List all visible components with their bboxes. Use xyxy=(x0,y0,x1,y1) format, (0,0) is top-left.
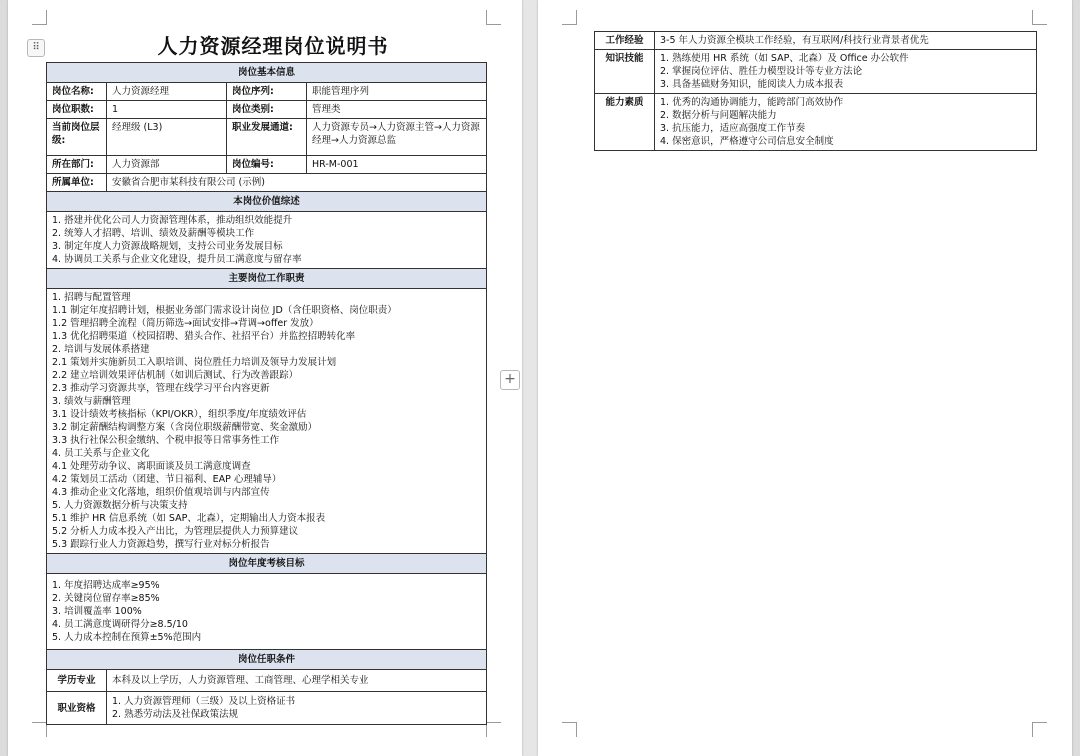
list-item: 4.1 处理劳动争议、离职面谈及员工满意度调查 xyxy=(52,461,251,472)
table-row xyxy=(47,289,487,554)
list-item: 3. 制定年度人力资源战略规划，支持公司业务发展目标 xyxy=(52,241,283,252)
list-item: 2. 掌握岗位评估、胜任力模型设计等专业方法论 xyxy=(660,66,863,77)
list-item: 5. 人力资源数据分析与决策支持 xyxy=(52,500,188,511)
experience-value[interactable]: 3-5 年人力资源全模块工作经验，有互联网/科技行业背景者优先 xyxy=(655,32,1037,50)
table-row xyxy=(47,192,487,212)
list-item: 2. 培训与发展体系搭建 xyxy=(52,344,150,355)
list-item: 4. 协调员工关系与企业文化建设，提升员工满意度与留存率 xyxy=(52,254,302,265)
skills-label: 知识技能 xyxy=(595,50,655,94)
table-row xyxy=(595,32,1037,50)
level-label: 当前岗位层级: xyxy=(47,119,107,156)
list-item: 2. 数据分析与问题解决能力 xyxy=(660,110,777,121)
list-item: 1. 年度招聘达成率≥95% xyxy=(52,580,160,591)
job-code-value[interactable]: HR-M-001 xyxy=(307,156,487,174)
list-item: 1.2 管理招聘全流程（简历筛选→面试安排→背调→offer 发放） xyxy=(52,318,319,329)
list-item: 2. 统筹人才招聘、培训、绩效及薪酬等模块工作 xyxy=(52,228,255,239)
job-name-value[interactable]: 人力资源经理 xyxy=(107,83,227,101)
category-value[interactable]: 管理类 xyxy=(307,101,487,119)
count-label: 岗位职数: xyxy=(47,101,107,119)
sequence-label: 岗位序列: xyxy=(227,83,307,101)
list-item: 1. 人力资源管理师（三级）及以上资格证书 xyxy=(112,696,296,707)
requirements-continued-table xyxy=(594,31,1037,151)
list-item: 3. 绩效与薪酬管理 xyxy=(52,396,131,407)
table-row xyxy=(595,94,1037,151)
ability-label: 能力素质 xyxy=(595,94,655,151)
list-item: 2. 熟悉劳动法及社保政策法规 xyxy=(112,709,239,720)
table-row xyxy=(47,83,487,101)
list-item: 3. 培训覆盖率 100% xyxy=(52,606,142,617)
crop-mark xyxy=(1032,722,1047,737)
document-page-1 xyxy=(8,0,522,756)
table-row xyxy=(47,156,487,174)
table-row xyxy=(47,554,487,574)
table-row xyxy=(47,63,487,83)
table-row xyxy=(47,670,487,692)
list-item: 2.1 策划并实施新员工入职培训、岗位胜任力培训及领导力发展计划 xyxy=(52,357,337,368)
list-item: 4. 保密意识，严格遵守公司信息安全制度 xyxy=(660,136,834,147)
value-summary-cell[interactable] xyxy=(47,212,487,269)
table-row xyxy=(47,650,487,670)
crop-mark xyxy=(562,10,577,25)
page-gap xyxy=(522,0,538,756)
experience-label: 工作经验 xyxy=(595,32,655,50)
list-item: 5. 人力成本控制在预算±5%范围内 xyxy=(52,632,202,643)
table-row xyxy=(47,174,487,192)
section-header-value: 本岗位价值综述 xyxy=(47,192,487,212)
section-header-requirements: 岗位任职条件 xyxy=(47,650,487,670)
duties-cell[interactable] xyxy=(47,289,487,554)
section-header-duties: 主要岗位工作职责 xyxy=(47,269,487,289)
education-label: 学历专业 xyxy=(47,670,107,692)
job-description-table xyxy=(46,62,487,725)
list-item: 1.3 优化招聘渠道（校园招聘、猎头合作、社招平台）并监控招聘转化率 xyxy=(52,331,356,342)
list-item: 5.2 分析人力成本投入产出比，为管理层提供人力预算建议 xyxy=(52,526,299,537)
list-item: 4.3 推动企业文化落地，组织价值观培训与内部宣传 xyxy=(52,487,270,498)
list-item: 1. 招聘与配置管理 xyxy=(52,292,131,303)
page-title: 人力资源经理岗位说明书 xyxy=(157,34,389,58)
list-item: 1. 熟练使用 HR 系统（如 SAP、北森）及 Office 办公软件 xyxy=(660,53,909,64)
level-value[interactable]: 经理级 (L3) xyxy=(107,119,227,156)
list-item: 2.2 建立培训效果评估机制（如训后测试、行为改善跟踪） xyxy=(52,370,299,381)
kpi-cell[interactable] xyxy=(47,574,487,650)
section-header-basic: 岗位基本信息 xyxy=(47,63,487,83)
list-item: 3. 具备基础财务知识，能阅读人力成本报表 xyxy=(660,79,844,90)
list-item: 5.1 维护 HR 信息系统（如 SAP、北森），定期输出人力资本报表 xyxy=(52,513,326,524)
crop-mark xyxy=(1032,10,1047,25)
table-row xyxy=(47,212,487,269)
crop-mark xyxy=(562,722,577,737)
qualification-cell[interactable] xyxy=(107,692,487,725)
qualification-label: 职业资格 xyxy=(47,692,107,725)
career-path-value[interactable]: 人力资源专员→人力资源主管→人力资源经理→人力资源总监 xyxy=(307,119,487,156)
list-item: 1. 优秀的沟通协调能力，能跨部门高效协作 xyxy=(660,97,844,108)
section-header-kpi: 岗位年度考核目标 xyxy=(47,554,487,574)
unit-label: 所属单位: xyxy=(47,174,107,192)
ability-cell[interactable] xyxy=(655,94,1037,151)
table-row xyxy=(47,269,487,289)
list-item: 5.3 跟踪行业人力资源趋势，撰写行业对标分析报告 xyxy=(52,539,270,550)
skills-cell[interactable] xyxy=(655,50,1037,94)
table-row xyxy=(47,101,487,119)
list-item: 2.3 推动学习资源共享，管理在线学习平台内容更新 xyxy=(52,383,270,394)
unit-value[interactable]: 安徽省合肥市某科技有限公司 (示例) xyxy=(107,174,487,192)
list-item: 3.3 执行社保公积金缴纳、个税申报等日常事务性工作 xyxy=(52,435,280,446)
list-item: 4. 员工满意度调研得分≥8.5/10 xyxy=(52,619,188,630)
table-row xyxy=(47,119,487,156)
list-item: 3. 抗压能力，适应高强度工作节奏 xyxy=(660,123,806,134)
table-drag-handle-icon[interactable]: ⠿ xyxy=(27,39,45,57)
crop-mark xyxy=(486,722,501,737)
crop-mark xyxy=(32,722,47,737)
list-item: 1.1 制定年度招聘计划，根据业务部门需求设计岗位 JD（含任职资格、岗位职责） xyxy=(52,305,397,316)
table-row xyxy=(595,50,1037,94)
list-item: 3.2 制定薪酬结构调整方案（含岗位职级薪酬带宽、奖金激励） xyxy=(52,422,318,433)
table-row xyxy=(47,692,487,725)
list-item: 2. 关键岗位留存率≥85% xyxy=(52,593,160,604)
career-path-label: 职业发展通道: xyxy=(227,119,307,156)
job-code-label: 岗位编号: xyxy=(227,156,307,174)
sequence-value[interactable]: 职能管理序列 xyxy=(307,83,487,101)
department-value[interactable]: 人力资源部 xyxy=(107,156,227,174)
crop-mark xyxy=(486,10,501,25)
crop-mark xyxy=(32,10,47,25)
category-label: 岗位类别: xyxy=(227,101,307,119)
list-item: 4.2 策划员工活动（团建、节日福利、EAP 心理辅导） xyxy=(52,474,282,485)
list-item: 1. 搭建并优化公司人力资源管理体系，推动组织效能提升 xyxy=(52,215,293,226)
count-value[interactable]: 1 xyxy=(107,101,227,119)
list-item: 3.1 设计绩效考核指标（KPI/OKR），组织季度/年度绩效评估 xyxy=(52,409,307,420)
education-value[interactable]: 本科及以上学历，人力资源管理、工商管理、心理学相关专业 xyxy=(107,670,487,692)
add-icon[interactable]: + xyxy=(500,370,520,390)
table-row xyxy=(47,574,487,650)
document-page-2 xyxy=(538,0,1072,756)
job-name-label: 岗位名称: xyxy=(47,83,107,101)
department-label: 所在部门: xyxy=(47,156,107,174)
list-item: 4. 员工关系与企业文化 xyxy=(52,448,150,459)
